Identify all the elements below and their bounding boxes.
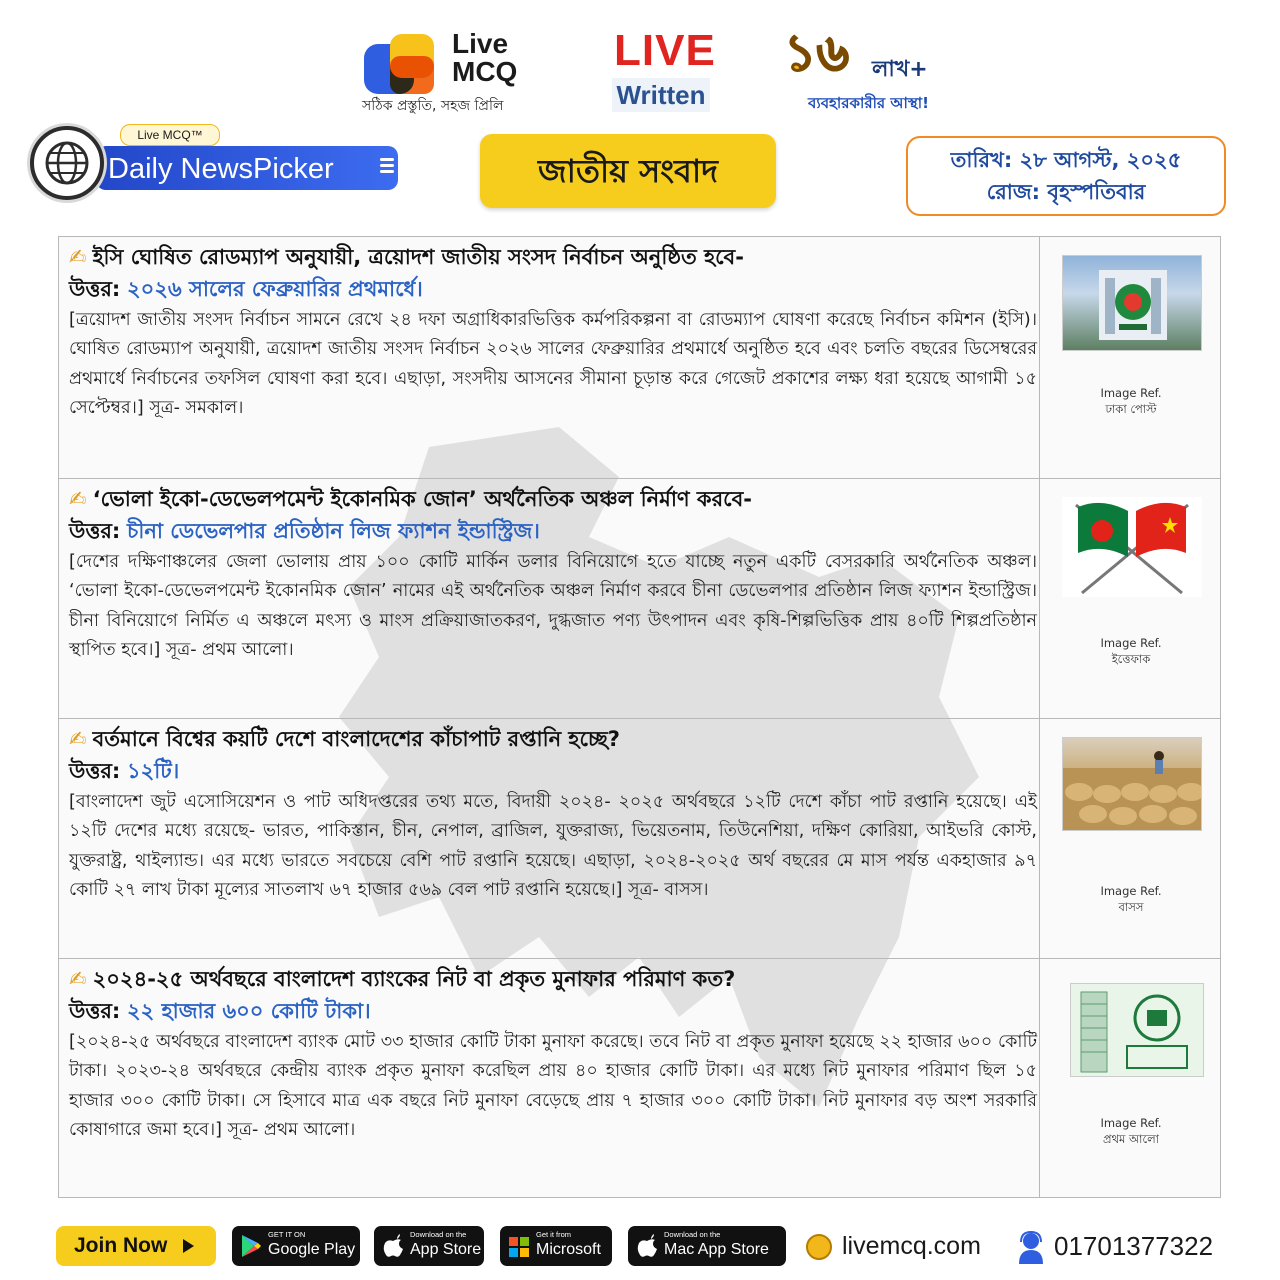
news-item	[59, 237, 1221, 479]
date-box	[906, 136, 1226, 216]
news-item	[59, 479, 1221, 719]
play-arrow-icon	[183, 1239, 194, 1253]
pen-hand-icon: ✍	[69, 727, 87, 751]
answer: উত্তর: ২২ হাজার ৬০০ কোটি টাকা।	[69, 999, 371, 1023]
news-image	[1062, 737, 1202, 831]
news-image	[1062, 255, 1202, 351]
phone-number[interactable]: 01701377322	[1054, 1231, 1214, 1261]
livemcq-logo-icon	[360, 32, 438, 98]
question: ✍ ইসি ঘোষিত রোডম্যাপ অনুযায়ী, ত্রয়োদশ জাতীয় সংসদ নির্বাচন অনুষ্ঠিত হবে-	[69, 245, 744, 269]
answer: উত্তর: ১২টি।	[69, 759, 180, 783]
date-line: তারিখ: ২৮ আগস্ট, ২০২৫	[950, 148, 1182, 172]
livemcq-name: Live MCQ	[452, 28, 518, 87]
apple-icon	[382, 1234, 404, 1258]
explanation: [দেশের দক্ষিণাঞ্চলের জেলা ভোলায় প্রায় ১০০ কোটি মার্কিন ডলার বিনিয়োগে হতে যাচ্ছে নতুন একটি বেসরকারি অর্থনৈতিক অঞ্চল। ‘ভোলা ইকো-ডেভেলপমেন্ট ইকোনমিক জোন’ নামের এই অর্থনৈতিক অঞ্চল নির্মাণ করবে চীনা ডেভেলপার প্রতিষ্ঠান লিজ ফ্যাশন ইন্ডাস্ট্রিজ। চীনা বিনিয়োগে নির্মিত এ অঞ্চলে মৎস্য ও মাংস প্রক্রিয়াজাতকরণ, দুগ্ধজাত পণ্য উৎপাদন এবং কৃষি-শিল্পভিত্তিক প্রায় ৪০টি শিল্পপ্রতিষ্ঠান স্থাপিত হবে।] সূত্র- প্রথম আলো।	[69, 552, 1037, 661]
play-store-icon	[240, 1234, 262, 1258]
category-title: জাতীয় সংবাদ	[480, 134, 776, 208]
users-suffix: লাখ+	[872, 57, 928, 82]
brand-row	[0, 24, 1280, 124]
pen-hand-icon: ✍	[69, 967, 87, 991]
mac-app-store-button[interactable]: Download on the Mac App Store	[628, 1226, 786, 1266]
pen-hand-icon: ✍	[69, 487, 87, 511]
microsoft-store-button[interactable]: Get it from Microsoft	[500, 1226, 612, 1266]
explanation: [২০২৪-২৫ অর্থবছরে বাংলাদেশ ব্যাংক মোট ৩৩ হাজার কোটি টাকা মুনাফা করেছে। তবে নিট বা প্রকৃত মুনাফা হয়েছে ২২ হাজার ৬০০ কোটি টাকা। ২০২৩-২৪ অর্থবছরে কেন্দ্রীয় ব্যাংক প্রকৃত মুনাফা করেছিল প্রায় ৪০ হাজার কোটি টাকা। এর মধ্যে নিট মুনাফার পরিমাণ ছিল ১৫ হাজার ৩০০ কোটি টাকা। সে হিসাবে মাত্র এক বছরে নিট মুনাফা বেড়েছে প্রায় ৭ হাজার ৩০০ কোটি টাকা। নিট মুনাফার বড় অংশ সরকারি কোষাগারে জমা হবে।] সূত্র- প্রথম আলো।	[69, 1032, 1037, 1141]
livemcq-badge: Live MCQ™	[120, 124, 220, 146]
day-line: রোজ: বৃহস্পতিবার	[986, 180, 1146, 204]
join-now-button[interactable]: Join Now	[56, 1226, 216, 1266]
users-count: ১৬	[784, 24, 849, 82]
pen-hand-icon: ✍	[69, 245, 87, 269]
website-link[interactable]: livemcq.com	[842, 1232, 981, 1260]
news-image	[1062, 497, 1202, 597]
news-image	[1070, 983, 1204, 1077]
globe-icon	[30, 126, 104, 200]
live-written-written: Written	[612, 78, 710, 112]
google-play-button[interactable]: GET IT ON Google Play	[232, 1226, 360, 1266]
image-ref: Image Ref. ঢাকা পোস্ট	[1100, 386, 1162, 416]
question: ✍ ২০২৪-২৫ অর্থবছরে বাংলাদেশ ব্যাংকের নিট বা প্রকৃত মুনাফার পরিমাণ কত?	[69, 967, 736, 991]
answer: উত্তর: চীনা ডেভেলপার প্রতিষ্ঠান লিজ ফ্যাশন ইন্ডাস্ট্রিজ।	[69, 519, 540, 543]
news-item	[59, 719, 1221, 959]
windows-icon	[508, 1234, 530, 1258]
users-caption: ব্যবহারকারীর আস্থা!	[808, 94, 930, 112]
newspicker-label: Daily NewsPicker	[108, 153, 334, 185]
livemcq-tagline: সঠিক প্রস্তুতি, সহজ প্রিলি	[362, 98, 504, 114]
question: ✍ বর্তমানে বিশ্বের কয়টি দেশে বাংলাদেশের কাঁচাপাট রপ্তানি হচ্ছে?	[69, 727, 620, 751]
menu-lines-icon	[380, 158, 394, 178]
image-ref: Image Ref. প্রথম আলো	[1100, 1116, 1162, 1146]
explanation: [ত্রয়োদশ জাতীয় সংসদ নির্বাচন সামনে রেখে ২৪ দফা অগ্রাধিকারভিত্তিক কর্মপরিকল্পনা বা রোডম্যাপ ঘোষণা করেছে নির্বাচন কমিশন (ইসি)। ঘোষিত রোডম্যাপ অনুযায়ী, ত্রয়োদশ জাতীয় সংসদ নির্বাচন ২০২৬ সালের ফেব্রুয়ারির প্রথমার্ধে অনুষ্ঠিত হবে এবং চলতি বছরের ডিসেম্বরের প্রথমার্ধে নির্বাচনের তফসিল ঘোষণা করা হবে। এছাড়া, সংসদীয় আসনের সীমানা চূড়ান্ত করে গেজেট প্রকাশের লক্ষ্য ধরা হয়েছে আগামী ১৫ সেপ্টেম্বর।] সূত্র- সমকাল।	[69, 310, 1037, 419]
news-table	[58, 236, 1221, 1198]
footer	[0, 1220, 1280, 1270]
apple-icon	[636, 1234, 658, 1258]
app-store-button[interactable]: Download on the App Store	[374, 1226, 484, 1266]
explanation: [বাংলাদেশ জুট এসোসিয়েশন ও পাট অধিদপ্তরের তথ্য মতে, বিদায়ী ২০২৪- ২০২৫ অর্থবছরে ১২টি দেশে কাঁচা পাট রপ্তানি হয়েছে। এই ১২টি দেশের মধ্যে রয়েছে- ভারত, পাকিস্তান, চীন, নেপাল, ব্রাজিল, যুক্তরাজ্য, ভিয়েতনাম, তিউনেশিয়া, দক্ষিণ কোরিয়া, আইভরি কোস্ট, যুক্তরাষ্ট্র, থাইল্যান্ড। এর মধ্যে ভারতে সবচেয়ে বেশি পাট রপ্তানি হয়েছে। এছাড়া, ২০২৪-২০২৫ অর্থ বছরের মে মাস পর্যন্ত একহাজার ৯৭ কোটি ২৭ লাখ টাকা মূল্যের সাতলাখ ৬৭ হাজার ৫৬৯ বেল পাট রপ্তানি হয়েছে।] সূত্র- বাসস।	[69, 792, 1037, 901]
question: ✍ ‘ভোলা ইকো-ডেভেলপমেন্ট ইকোনমিক জোন’ অর্থনৈতিক অঞ্চল নির্মাণ করবে-	[69, 487, 753, 511]
phone-support-icon	[1016, 1230, 1046, 1264]
news-item	[59, 959, 1221, 1198]
image-ref: Image Ref. বাসস	[1100, 884, 1162, 914]
answer: উত্তর: ২০২৬ সালের ফেব্রুয়ারির প্রথমার্ধে।	[69, 277, 423, 301]
image-ref: Image Ref. ইত্তেফাক	[1100, 636, 1162, 666]
web-globe-icon	[806, 1234, 832, 1260]
live-written-live: LIVE	[614, 26, 716, 75]
